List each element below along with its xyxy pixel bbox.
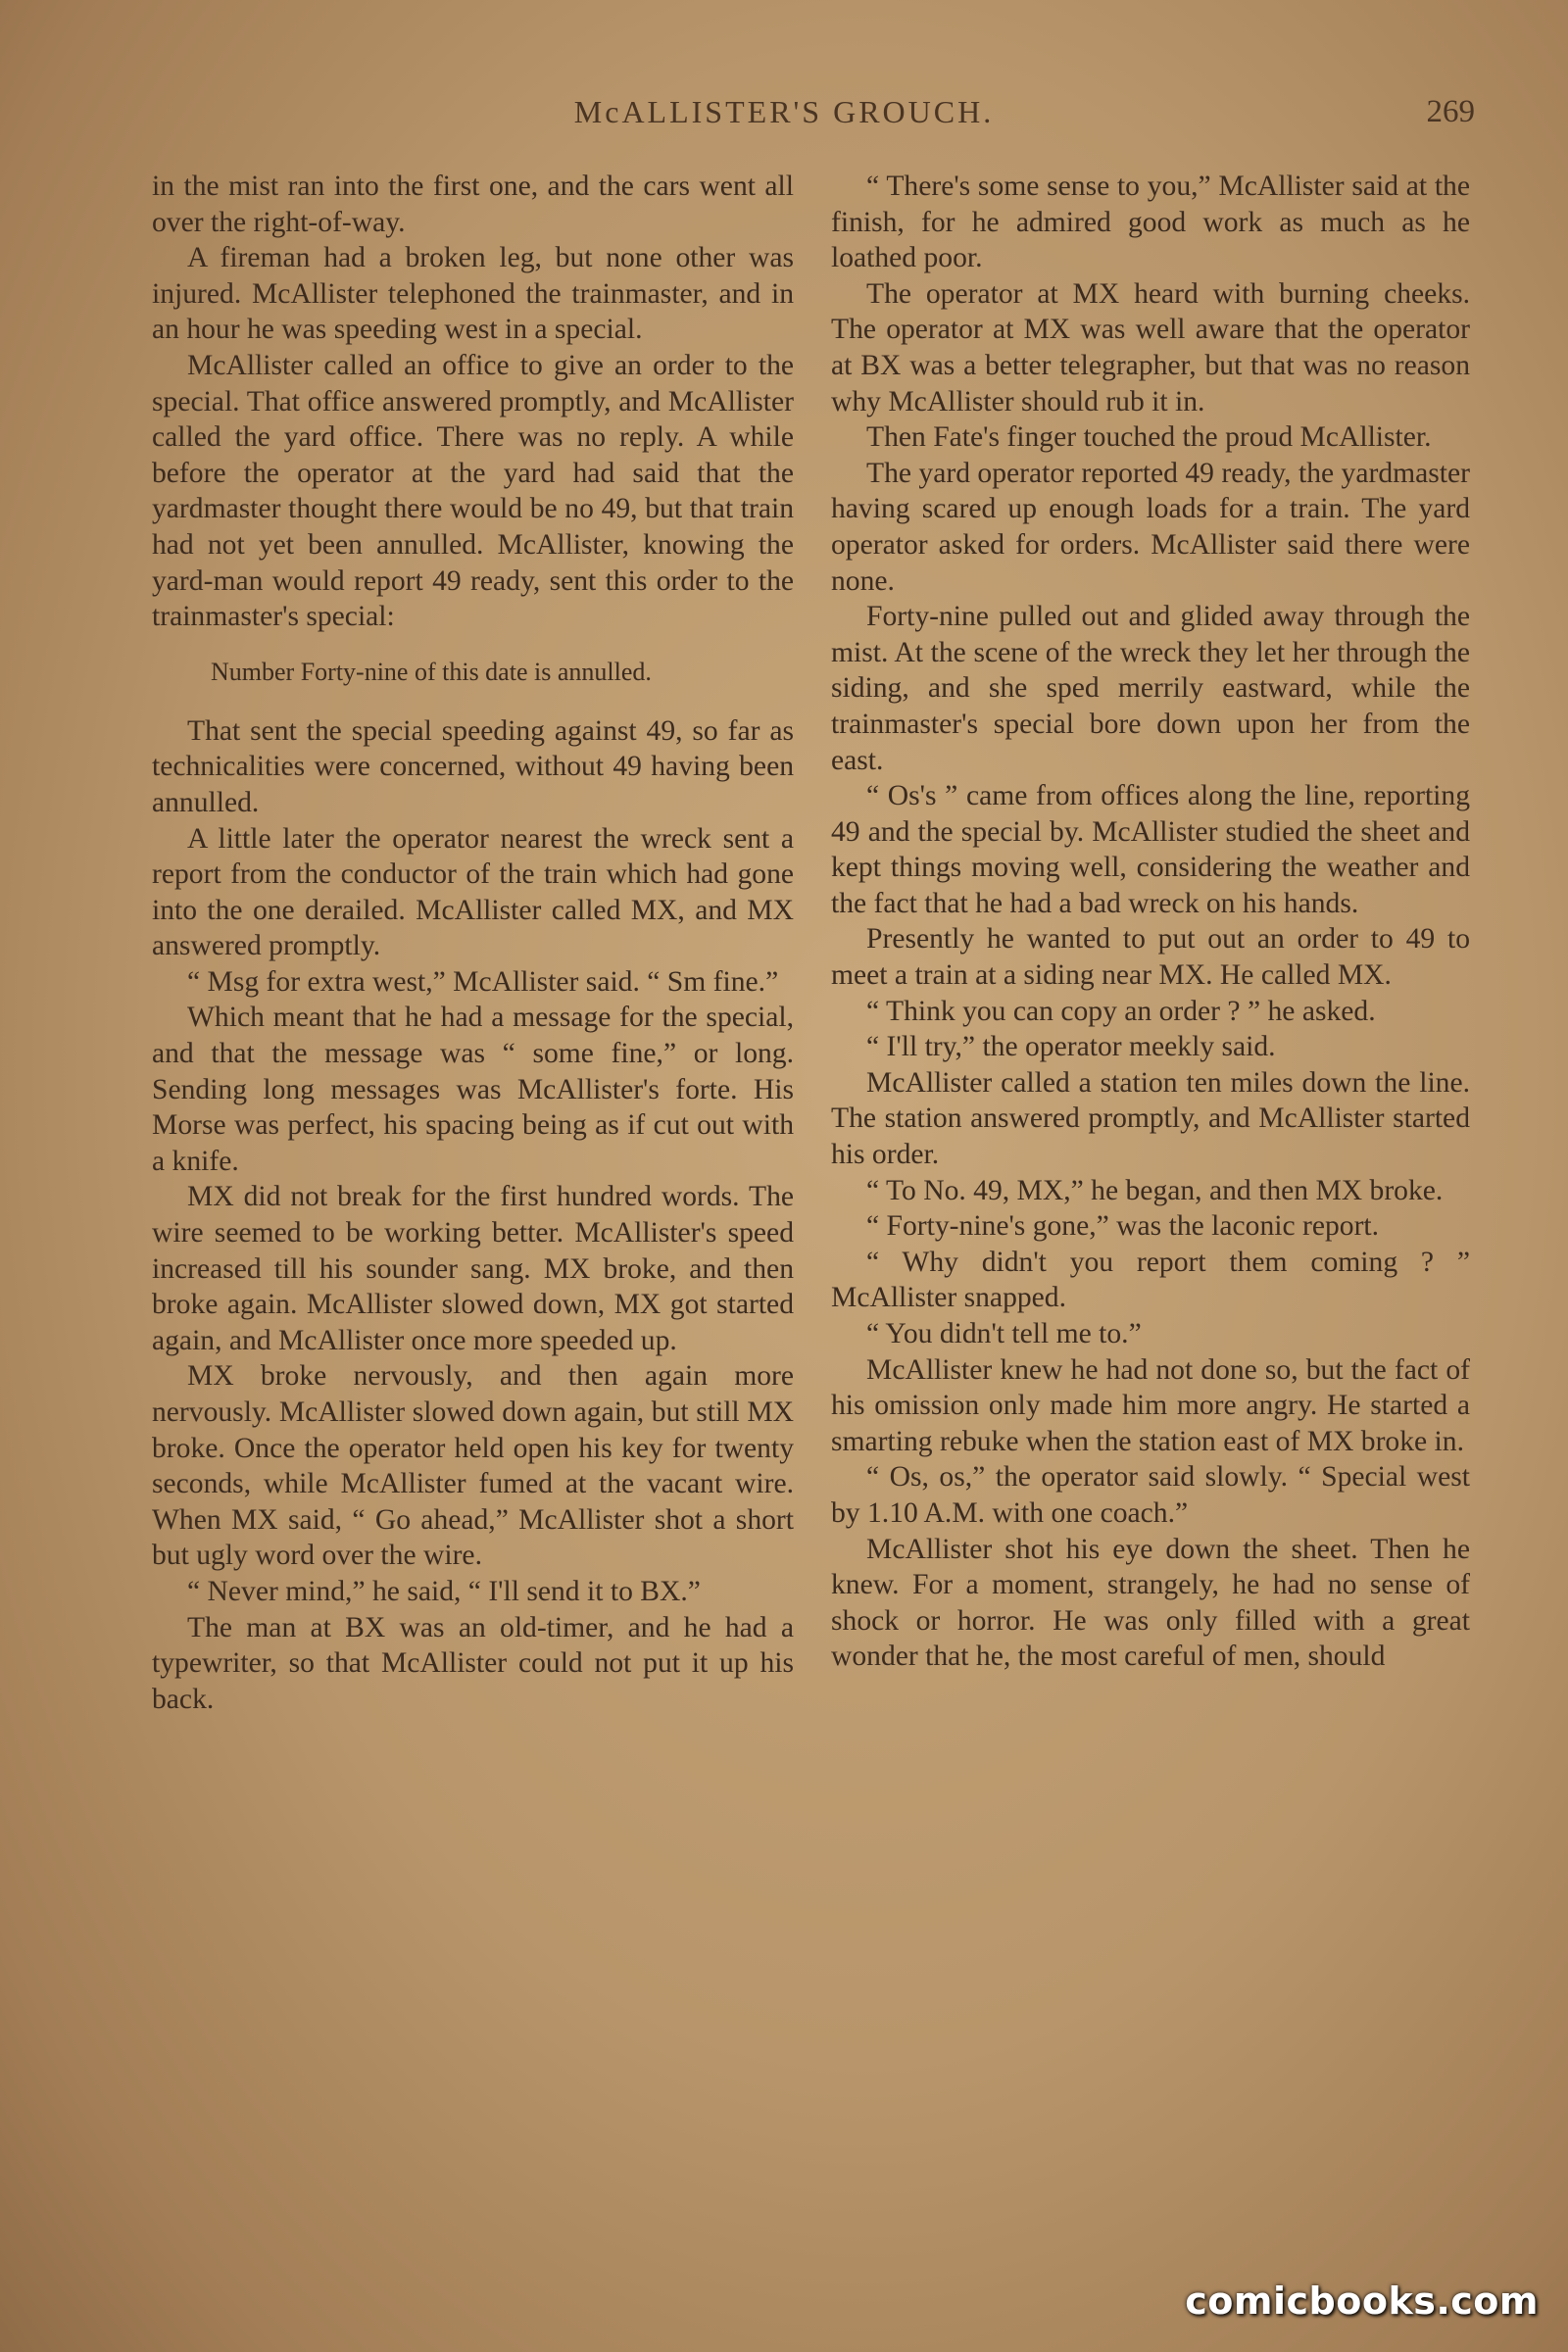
paragraph: McAllister called a station ten miles down the line. The station answered promptly, and McAllister started his order. bbox=[831, 1066, 1470, 1171]
paragraph: in the mist ran into the first one, and the cars went all over the right-of-way. bbox=[152, 171, 794, 238]
paragraph: McAllister shot his eye down the sheet. Then he knew. For a moment, strangely, he had no sense of shock or horror. He was only filled with a great wonder that he, the most careful of men, should bbox=[831, 1533, 1470, 1673]
paragraph: “ Forty-nine's gone,” was the laconic report. bbox=[866, 1210, 1380, 1243]
paragraph: “ To No. 49, MX,” he began, and then MX broke. bbox=[866, 1174, 1444, 1206]
paragraph: MX broke nervously, and then again more nervously. McAllister slowed down again, but still MX broke. Once the operator held open his key for twenty seconds, while McAllister fumed at the vacant wire. When MX said, “ Go ahead,” McAllister shot a short but ugly word over the wire. bbox=[152, 1360, 794, 1572]
paragraph: McAllister called an office to give an order to the special. That office answered promptly, and McAllister called the yard office. There was no reply. A while before the operator at the yard had said that the yardmaster thought there would be no 49, but that train had not yet been annulled. McAllister, knowing the yard-man would report 49 ready, sent this order to the trainmaster's special: bbox=[152, 349, 794, 633]
paragraph: MX did not break for the first hundred words. The wire seemed to be working better. McAllister's speed increased till his sounder sang. MX broke, and then broke again. McAllister slowed down, MX got started again, and McAllister once more speeded up. bbox=[152, 1181, 794, 1356]
right-column bbox=[831, 169, 1470, 1675]
paragraph: Presently he wanted to put out an order to 49 to meet a train at a siding near MX. He called MX. bbox=[831, 923, 1470, 992]
running-title: McALLISTER'S GROUCH. bbox=[573, 94, 995, 129]
left-column bbox=[152, 169, 794, 1717]
paragraph: “ Think you can copy an order ? ” he asked. bbox=[866, 995, 1376, 1027]
paragraph: “ I'll try,” the operator meekly said. bbox=[866, 1031, 1276, 1063]
paragraph: “ Why didn't you report them coming ? ” McAllister snapped. bbox=[831, 1246, 1470, 1314]
paragraph: “ You didn't tell me to.” bbox=[866, 1318, 1142, 1349]
paragraph: “ Msg for extra west,” McAllister said. “ Sm fine.” bbox=[187, 965, 779, 998]
page-header bbox=[0, 94, 1568, 143]
paragraph: “ There's some sense to you,” McAllister said at the finish, for he admired good work as much as he loathed poor. bbox=[831, 171, 1470, 274]
paragraph: “ Never mind,” he said, “ I'll send it to BX.” bbox=[187, 1575, 701, 1607]
paragraph: McAllister knew he had not done so, but the fact of his omission only made him more angry. He started a smarting rebuke when the station east of MX broke in. bbox=[831, 1353, 1470, 1457]
paragraph: The man at BX was an old-timer, and he had a typewriter, so that McAllister could not put it up his back. bbox=[152, 1611, 794, 1715]
paragraph: Then Fate's finger touched the proud McAllister. bbox=[866, 421, 1432, 454]
paragraph: “ Os, os,” the operator said slowly. “ Special west by 1.10 A.M. with one coach.” bbox=[831, 1461, 1470, 1529]
paragraph: A fireman had a broken leg, but none other was injured. McAllister telephoned the trainmaster, and in an hour he was speeding west in a special. bbox=[152, 242, 794, 346]
paragraph: The operator at MX heard with burning cheeks. The operator at MX was well aware that the operator at BX was a better telegrapher, but that was no reason why McAllister should rub it in. bbox=[831, 277, 1470, 417]
paragraph: Forty-nine pulled out and glided away through the mist. At the scene of the wreck they let her through the siding, and she sped merrily eastward, while the trainmaster's special bore down upon her from the east. bbox=[831, 601, 1470, 776]
paragraph: That sent the special speeding against 49, so far as technicalities were concerned, without 49 having been annulled. bbox=[152, 714, 794, 818]
page-number: 269 bbox=[1426, 94, 1475, 129]
site-watermark: comicbooks.com bbox=[1185, 2279, 1539, 2323]
paragraph: “ Os's ” came from offices along the line, reporting 49 and the special by. McAllister studied the sheet and kept things moving well, considering the weather and the fact that he had a bad wreck on his hands. bbox=[831, 780, 1470, 919]
paragraph: The yard operator reported 49 ready, the yardmaster having scared up enough loads for a train. The yard operator asked for orders. McAllister said there were none. bbox=[831, 457, 1470, 597]
train-order-quote: Number Forty-nine of this date is annulled. bbox=[211, 657, 652, 686]
paragraph: Which meant that he had a message for the special, and that the message was “ some fine,” or long. Sending long messages was McAllister's forte. His Morse was perfect, his spacing being as if cut out with a knife. bbox=[152, 1002, 794, 1177]
paragraph: A little later the operator nearest the wreck sent a report from the conductor of the train which had gone into the one derailed. McAllister called MX, and MX answered promptly. bbox=[152, 822, 794, 962]
